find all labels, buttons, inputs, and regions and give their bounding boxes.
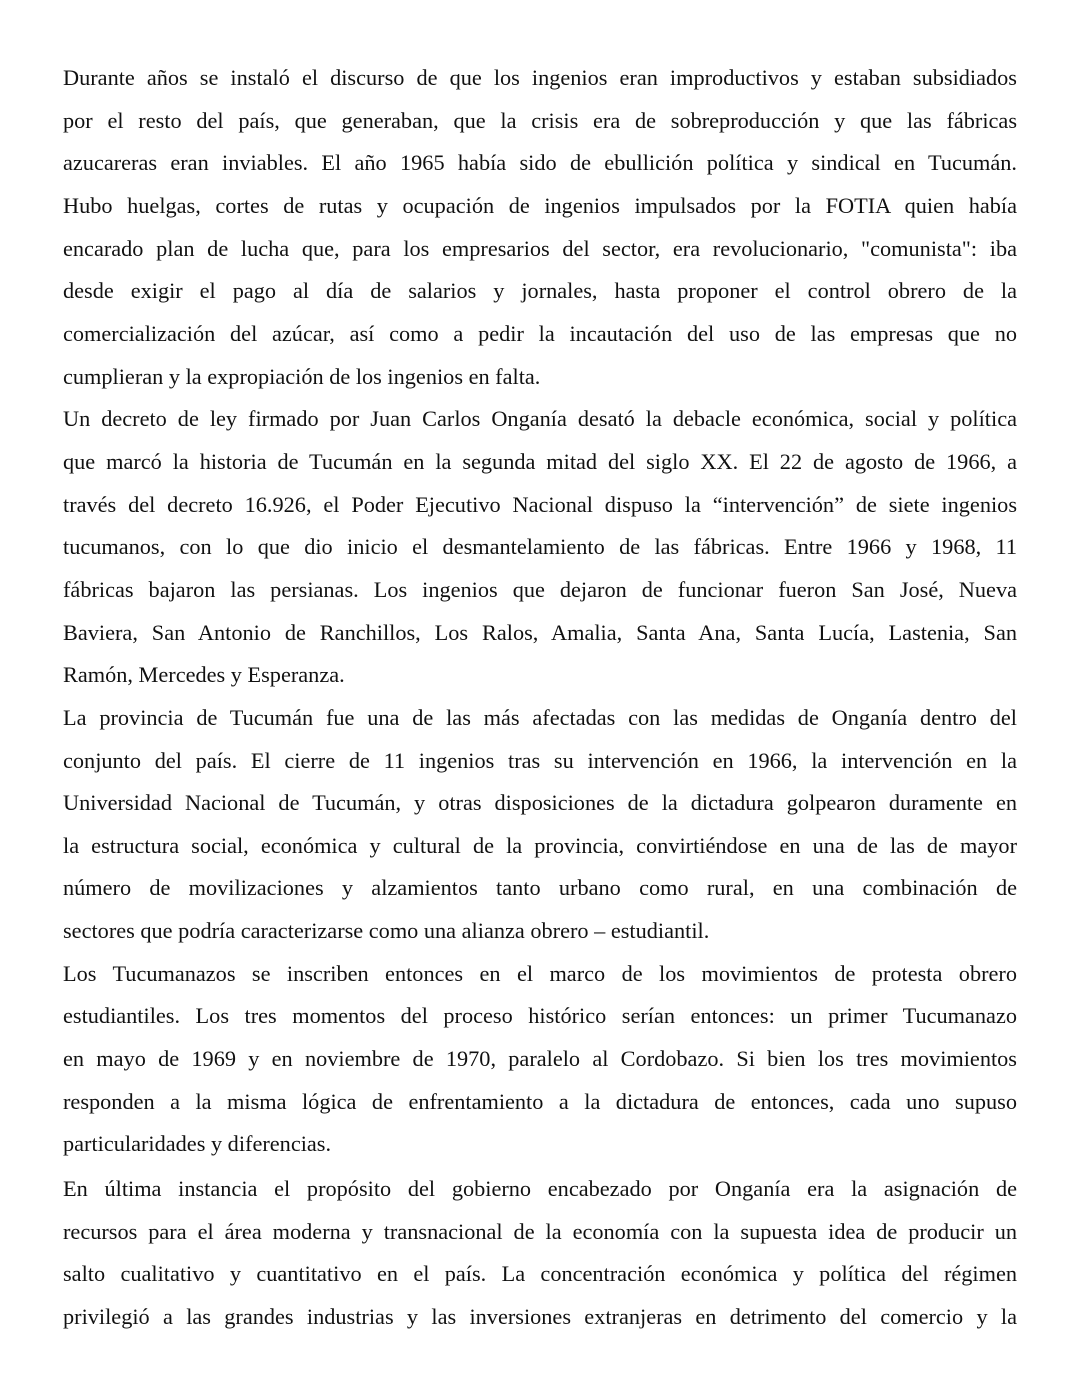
text-line: salto cualitativo y cuantitativo en el país. La concentración económica y política del régimen [63, 1261, 1017, 1287]
text-line: azucareras eran inviables. El año 1965 había sido de ebullición política y sindical en Tucumán. [63, 150, 1017, 176]
text-line: estudiantiles. Los tres momentos del proceso histórico serían entonces: un primer Tucumanazo [63, 1003, 1017, 1029]
text-line: particularidades y diferencias. [63, 1131, 332, 1157]
text-line: privilegió a las grandes industrias y las inversiones extranjeras en detrimento del comercio y la [63, 1304, 1017, 1330]
text-line: Universidad Nacional de Tucumán, y otras disposiciones de la dictadura golpearon duramente en [63, 790, 1017, 816]
text-line: por el resto del país, que generaban, que la crisis era de sobreproducción y que las fábricas [63, 107, 1017, 133]
text-line: desde exigir el pago al día de salarios y jornales, hasta proponer el control obrero de la [63, 278, 1017, 304]
text-line: comercialización del azúcar, así como a pedir la incautación del uso de las empresas que no [63, 320, 1017, 346]
document-body [63, 57, 1017, 1339]
text-line: sectores que podría caracterizarse como una alianza obrero – estudiantil. [63, 918, 710, 944]
text-line: en mayo de 1969 y en noviembre de 1970, paralelo al Cordobazo. Si bien los tres movimientos [63, 1046, 1017, 1072]
text-line: tucumanos, con lo que dio inicio el desmantelamiento de las fábricas. Entre 1966 y 1968, 11 [63, 534, 1017, 560]
text-line: Baviera, San Antonio de Ranchillos, Los Ralos, Amalia, Santa Ana, Santa Lucía, Lastenia, San [63, 619, 1017, 645]
text-line: En última instancia el propósito del gobierno encabezado por Onganía era la asignación de [63, 1176, 1017, 1202]
paragraph [63, 398, 1017, 697]
text-line: través del decreto 16.926, el Poder Ejecutivo Nacional dispuso la “intervención” de siete ingenios [63, 491, 1017, 517]
text-line: fábricas bajaron las persianas. Los ingenios que dejaron de funcionar fueron San José, Nueva [63, 576, 1017, 602]
text-line: La provincia de Tucumán fue una de las más afectadas con las medidas de Onganía dentro del [63, 704, 1017, 730]
text-line: encarado plan de lucha que, para los empresarios del sector, era revolucionario, "comunista": iba [63, 235, 1017, 261]
text-line: Durante años se instaló el discurso de que los ingenios eran improductivos y estaban subsidiados [63, 65, 1017, 90]
text-line: que marcó la historia de Tucumán en la segunda mitad del siglo XX. El 22 de agosto de 1966, a [63, 448, 1017, 474]
paragraph [63, 1168, 1017, 1339]
text-line: recursos para el área moderna y transnacional de la economía con la supuesta idea de producir un [63, 1218, 1017, 1244]
text-line: Los Tucumanazos se inscriben entonces en el marco de los movimientos de protesta obrero [63, 960, 1017, 986]
text-line: responden a la misma lógica de enfrentamiento a la dictadura de entonces, cada uno supuso [63, 1088, 1017, 1114]
text-line: Hubo huelgas, cortes de rutas y ocupación de ingenios impulsados por la FOTIA quien había [63, 192, 1017, 218]
text-line: Un decreto de ley firmado por Juan Carlos Onganía desató la debacle económica, social y política [63, 406, 1017, 432]
text-line: conjunto del país. El cierre de 11 ingenios tras su intervención en 1966, la intervención en la [63, 747, 1017, 773]
text-line: número de movilizaciones y alzamientos tanto urbano como rural, en una combinación de [63, 875, 1017, 901]
paragraph [63, 57, 1017, 398]
paragraph [63, 953, 1017, 1166]
paragraph [63, 697, 1017, 953]
text-line: Ramón, Mercedes y Esperanza. [63, 662, 345, 688]
text-line: cumplieran y la expropiación de los ingenios en falta. [63, 363, 541, 389]
text-line: la estructura social, económica y cultural de la provincia, convirtiéndose en una de las de mayor [63, 832, 1017, 858]
